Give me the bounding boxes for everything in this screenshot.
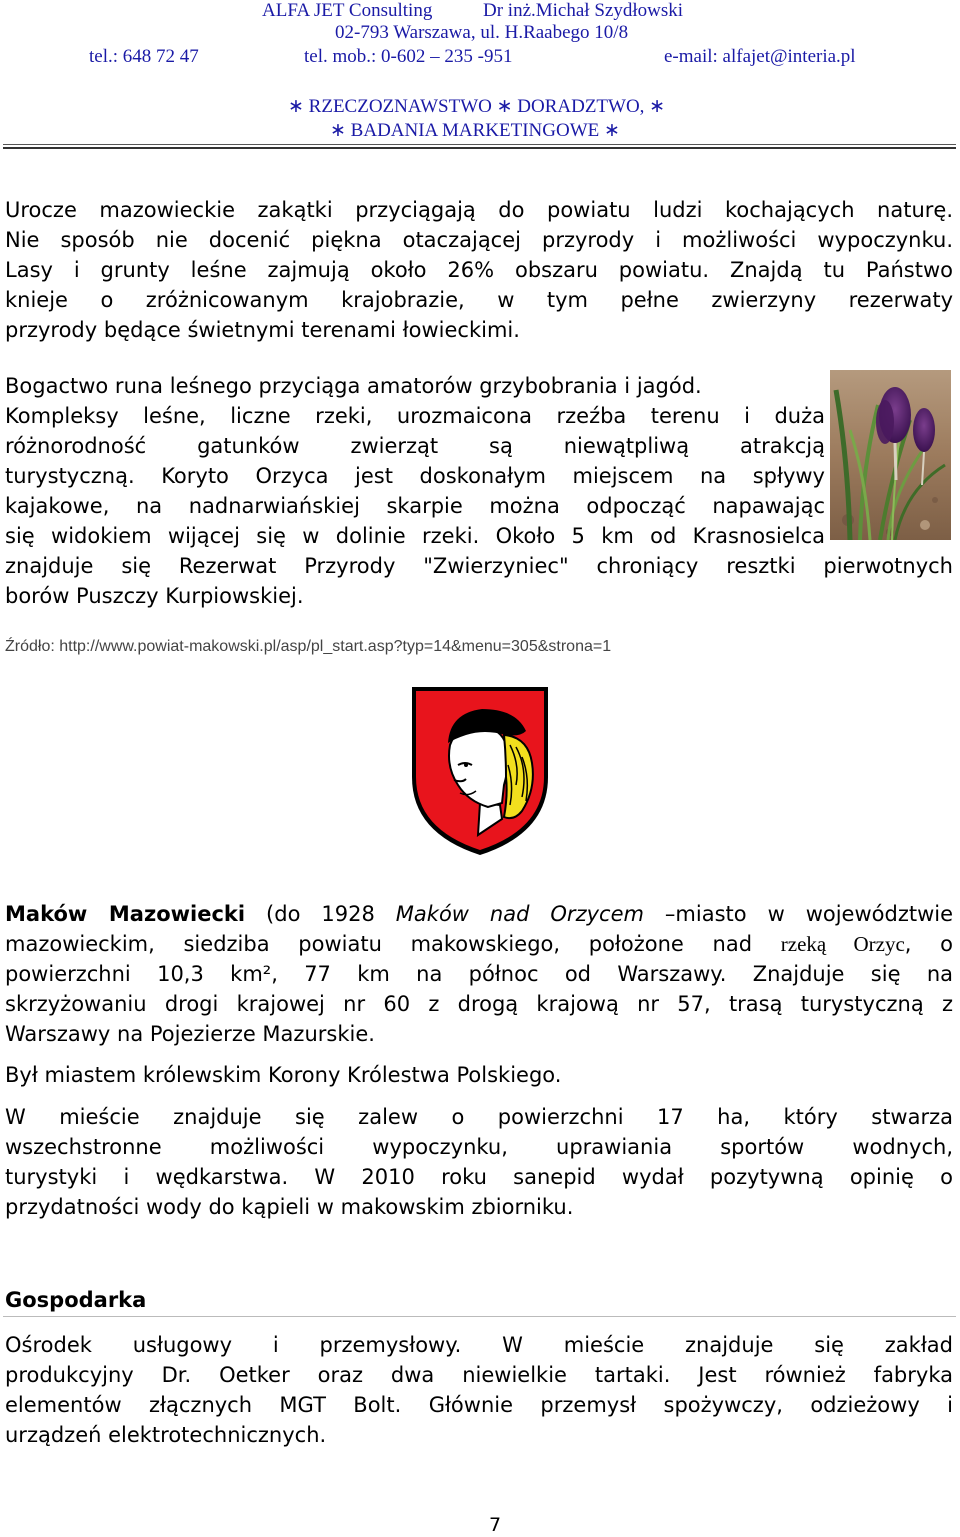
text-line: Lasy i grunty leśne zajmują około 26% obszaru powiatu. Znajdą tu Państwo xyxy=(5,258,953,282)
paragraph-economy xyxy=(5,1330,953,1450)
paragraph-forest xyxy=(5,371,953,611)
text-fragment: (do 1928 xyxy=(245,902,396,926)
paragraph-reservoir xyxy=(5,1102,953,1222)
river-name: rzeką Orzyc xyxy=(780,932,905,956)
text-line: turystyczną. Koryto Orzyca jest doskonałym miejscem na spływy xyxy=(5,464,825,488)
text-line: Urocze mazowieckie zakątki przyciągają do powiatu ludzi kochających naturę. xyxy=(5,198,953,222)
text-line: W mieście znajduje się zalew o powierzchni 17 ha, który stwarza xyxy=(5,1105,953,1129)
text-line: Był miastem królewskim Korony Królestwa Polskiego. xyxy=(5,1063,562,1087)
text-line: się widokiem wijącej się w dolinie rzeki. Około 5 km od Krasnosielca xyxy=(5,524,825,548)
text-line: wszechstronne możliwości wypoczynku, uprawiania sportów wodnych, xyxy=(5,1135,953,1159)
text-line: przydatności wody do kąpieli w makowskim zbiorniku. xyxy=(5,1195,574,1219)
text-fragment: , o xyxy=(904,932,954,956)
source-citation: Źródło: http://www.powiat-makowski.pl/asp/pl_start.asp?typ=14&menu=305&strona=1 xyxy=(5,638,612,655)
header-divider xyxy=(3,144,956,149)
email: e-mail: alfajet@interia.pl xyxy=(664,46,856,67)
text-line: urządzeń elektrotechnicznych. xyxy=(5,1423,327,1447)
services-line-2: ∗ BADANIA MARKETINGOWE ∗ xyxy=(330,120,620,141)
paragraph-nature xyxy=(5,195,953,345)
heading-underline xyxy=(3,1316,956,1317)
mobile-phone: tel. mob.: 0-602 – 235 -951 xyxy=(304,46,513,67)
services-line-1: ∗ RZECZOZNAWSTWO ∗ DORADZTWO, ∗ xyxy=(288,96,666,117)
town-name: Maków Mazowiecki xyxy=(5,902,246,926)
text-line: Ośrodek usługowy i przemysłowy. W mieście znajduje się zakład xyxy=(5,1333,953,1357)
text-line: knieje o zróżnicowanym krajobrazie, w tym pełne zwierzyny rezerwaty xyxy=(5,288,953,312)
text-line: skrzyżowaniu drogi krajowej nr 60 z drogą krajową nr 57, trasą turystyczną z xyxy=(5,992,953,1016)
phone: tel.: 648 72 47 xyxy=(89,46,199,67)
page-number: 7 xyxy=(488,1514,502,1536)
section-heading: Gospodarka xyxy=(5,1288,147,1312)
text-line: Kompleksy leśne, liczne rzeki, urozmaicona rzeźba terenu i duża xyxy=(5,404,825,428)
text-line: Nie sposób nie docenić piękna otaczającej przyrody i możliwości wypoczynku. xyxy=(5,228,953,252)
text-line: przyrody będące świetnymi terenami łowieckimi. xyxy=(5,318,520,342)
text-line: znajduje się Rezerwat Przyrody "Zwierzyniec" chroniący resztki pierwotnych xyxy=(5,554,953,578)
text-line: Warszawy na Pojezierze Mazurskie. xyxy=(5,1022,375,1046)
text-line: kajakowe, na nadnarwiańskiej skarpie można odpocząć napawając xyxy=(5,494,825,518)
crocus-photo xyxy=(830,370,951,540)
text-fragment: –miasto w województwie xyxy=(643,902,954,926)
text-line: produkcyjny Dr. Oetker oraz dwa niewielkie tartaki. Jest również fabryka xyxy=(5,1363,953,1387)
address: 02-793 Warszawa, ul. H.Raabego 10/8 xyxy=(335,22,629,43)
coat-of-arms xyxy=(410,685,550,857)
company-name: ALFA JET Consulting xyxy=(262,0,433,21)
paragraph-makow xyxy=(5,899,953,1049)
former-name: Maków nad Orzycem xyxy=(395,902,644,926)
text-line xyxy=(5,899,953,929)
text-line: powierzchni 10,3 km², 77 km na północ od Warszawy. Znajduje się na xyxy=(5,962,953,986)
person-name: Dr inż.Michał Szydłowski xyxy=(483,0,684,21)
text-line: różnorodność gatunków zwierząt są niewątpliwą atrakcją xyxy=(5,434,825,458)
paragraph-royal-town xyxy=(5,1060,953,1090)
text-line: elementów złącznych MGT Bolt. Głównie przemysł spożywczy, odzieżowy i xyxy=(5,1393,953,1417)
text-line: Bogactwo runa leśnego przyciąga amatorów grzybobrania i jagód. xyxy=(5,374,702,398)
text-line xyxy=(5,929,953,959)
text-line: turystyki i wędkarstwa. W 2010 roku sanepid wydał pozytywną opinię o xyxy=(5,1165,953,1189)
text-fragment: mazowieckim, siedziba powiatu makowskiego, położone nad xyxy=(5,932,781,956)
text-line: borów Puszczy Kurpiowskiej. xyxy=(5,584,304,608)
